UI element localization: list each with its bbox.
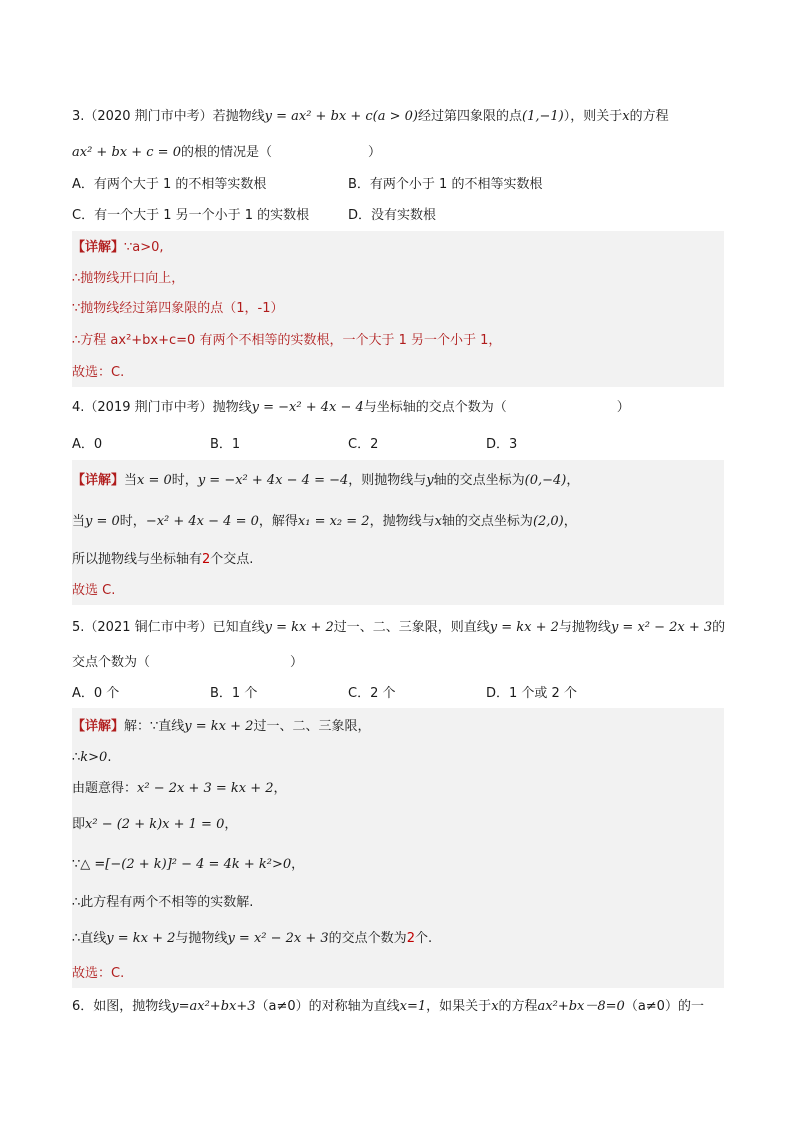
q5-detail-line1 [72, 718, 370, 736]
detail-text: ，解得 [258, 514, 298, 529]
q5-detail-line6: ∴此方程有两个不相等的实数解. [72, 895, 254, 910]
detail-text: ∴直线 [72, 931, 107, 946]
q5-stem-text2: 过一、二、三象限，则直线 [333, 620, 490, 635]
q5-detail-line7 [72, 930, 432, 948]
q3-answer-blank-close: ） [368, 145, 382, 160]
q4-option-b: B．1 [210, 437, 241, 452]
detail-math: x = 0 [137, 473, 172, 488]
q3-stem-line1 [72, 108, 669, 126]
detail-math: x [434, 514, 442, 529]
q5-option-b: B．1 个 [210, 686, 258, 701]
q5-option-c: C．2 个 [348, 686, 396, 701]
q5-detail-box [72, 708, 724, 988]
q4-option-c: C．2 [348, 437, 379, 452]
detail-math: y [426, 473, 434, 488]
detail-text: ， [273, 781, 287, 796]
q5-detail-line5 [72, 856, 304, 874]
detail-text: 即 [72, 817, 86, 832]
q6-axis-expr: x=1 [399, 999, 427, 1014]
q5-parabola-expr: y = x² − 2x + 3 [610, 620, 713, 635]
q5-option-d: D．1 个或 2 个 [486, 686, 577, 701]
detail-text: ∵△ = [72, 857, 106, 872]
detail-text: 当 [72, 514, 86, 529]
q3-option-b: B．有两个小于 1 的不相等实数根 [348, 177, 543, 192]
detail-text: ， [566, 473, 580, 488]
detail-math: x² − 2x + 3 = kx + 2 [137, 781, 274, 796]
q3-option-a: A．有两个大于 1 的不相等实数根 [72, 177, 267, 192]
detail-text: ， [224, 817, 238, 832]
detail-math: (2,0) [532, 514, 564, 529]
q3-var-x: x [622, 109, 630, 124]
q3-parabola-expr: y = ax² + bx + c(a > 0) [264, 109, 418, 124]
detail-math: y = x² − 2x + 3 [227, 931, 329, 946]
q3-equation-expr: ax² + bx + c = 0 [72, 145, 181, 160]
detail-text: 时， [171, 473, 198, 488]
q5-stem-text5: 交点个数为（ [72, 655, 151, 670]
q4-detail-line2 [72, 513, 577, 531]
q4-stem-text2: 与坐标轴的交点个数为（ [363, 400, 507, 415]
q5-stem-text4: 的 [712, 620, 726, 635]
detail-text: 轴的交点坐标为 [433, 473, 525, 488]
q6-stem-text5: （a≠0）的一 [624, 999, 704, 1014]
detail-math: y = 0 [85, 514, 120, 529]
q4-option-d: D．3 [486, 437, 518, 452]
q4-detail-line1 [72, 472, 579, 490]
q6-stem [72, 998, 704, 1016]
detail-math: x₁ = x₂ = 2 [297, 514, 370, 529]
detail-tag: 【详解】 [72, 719, 125, 734]
detail-text: 由题意得： [72, 781, 138, 796]
q3-stem-line2 [72, 144, 381, 162]
detail-text: 当 [124, 473, 138, 488]
q5-stem-line2 [72, 654, 303, 672]
q5-detail-line3 [72, 780, 287, 798]
detail-text: ， [291, 857, 305, 872]
detail-text: 的交点个数为 [328, 931, 407, 946]
q4-stem-text: 4.（2019 荆门市中考）抛物线 [72, 400, 252, 415]
q6-stem-text4: 的方程 [498, 999, 538, 1014]
q3-detail-line4: ∴方程 ax²+bx+c=0 有两个不相等的实数根，一个大于 1 另一个小于 1， [72, 333, 502, 348]
q6-stem-text2: （a≠0）的对称轴为直线 [255, 999, 400, 1014]
q3-detail-line1 [72, 239, 164, 257]
q3-point-expr: (1,−1) [522, 109, 564, 124]
detail-text: 时， [119, 514, 146, 529]
q4-detail-line3 [72, 551, 253, 569]
detail-math: (0,−4) [524, 473, 567, 488]
q5-stem-text3: 与抛物线 [558, 620, 611, 635]
detail-text: ∵a>0, [124, 240, 164, 255]
q3-detail-line3: ∵抛物线经过第四象限的点（1，-1） [72, 301, 284, 316]
q5-detail-line8: 故选：C. [72, 966, 125, 981]
q3-stem-text2: 经过第四象限的点 [418, 109, 523, 124]
detail-math: y = −x² + 4x − 4 = −4 [197, 473, 349, 488]
q6-var-x: x [491, 999, 499, 1014]
detail-math: −x² + 4x − 4 = 0 [145, 514, 259, 529]
q3-option-c: C．有一个大于 1 另一个小于 1 的实数根 [72, 208, 310, 223]
q4-detail-box [72, 460, 724, 605]
q5-stem-line1 [72, 619, 725, 637]
q4-stem [72, 399, 630, 417]
q3-detail-box [72, 231, 724, 387]
q4-answer-blank-close: ） [616, 400, 630, 415]
q4-parabola-expr: y = −x² + 4x − 4 [251, 400, 364, 415]
detail-text: . [107, 750, 112, 765]
q3-stem-text: 3.（2020 荆门市中考）若抛物线 [72, 109, 265, 124]
q6-equation-expr: ax²+bx－8=0 [537, 999, 625, 1014]
detail-text: 所以抛物线与坐标轴有 [72, 552, 203, 567]
q6-stem-text3: ，如果关于 [426, 999, 492, 1014]
q4-option-a: A．0 [72, 437, 103, 452]
detail-math: y = kx + 2 [106, 931, 176, 946]
q6-stem-text: 6．如图，抛物线 [72, 999, 172, 1014]
q3-detail-line5: 故选：C. [72, 365, 125, 380]
detail-math: [−(2 + k)]² − 4 = 4k + k²>0 [105, 857, 292, 872]
detail-tag: 【详解】 [72, 473, 125, 488]
q3-stem-text4: 的方程 [629, 109, 669, 124]
detail-text: 个交点. [210, 552, 254, 567]
detail-text: 过一、二、三象限， [253, 719, 371, 734]
q5-detail-line4 [72, 816, 237, 834]
detail-math: x² − (2 + k)x + 1 = 0 [85, 817, 225, 832]
q5-stem-text: 5.（2021 铜仁市中考）已知直线 [72, 620, 265, 635]
q5-option-a: A．0 个 [72, 686, 120, 701]
q6-parabola-expr: y=ax²+bx+3 [171, 999, 256, 1014]
detail-tag: 【详解】 [72, 240, 125, 255]
detail-text: ，抛物线与 [369, 514, 435, 529]
detail-text: ， [563, 514, 577, 529]
detail-math: y = kx + 2 [184, 719, 254, 734]
q5-line-expr2: y = kx + 2 [489, 620, 559, 635]
detail-highlight: 2 [202, 552, 211, 567]
q5-detail-line2 [72, 749, 111, 767]
q5-answer-blank-close: ） [290, 655, 304, 670]
q3-stem-text5: 的根的情况是（ [180, 145, 272, 160]
detail-text: 个. [414, 931, 433, 946]
q3-option-d: D．没有实数根 [348, 208, 437, 223]
detail-text: 解：∵直线 [124, 719, 185, 734]
q4-detail-line4: 故选 C. [72, 583, 116, 598]
q5-line-expr: y = kx + 2 [264, 620, 334, 635]
detail-text: ∴ [72, 750, 81, 765]
detail-text: ，则抛物线与 [348, 473, 427, 488]
detail-text: 与抛物线 [175, 931, 228, 946]
q3-detail-line2: ∴抛物线开口向上， [72, 271, 185, 286]
detail-text: 轴的交点坐标为 [441, 514, 533, 529]
detail-highlight: 2 [406, 931, 415, 946]
q3-stem-text3: ），则关于 [563, 109, 623, 124]
detail-math: k>0 [80, 750, 108, 765]
